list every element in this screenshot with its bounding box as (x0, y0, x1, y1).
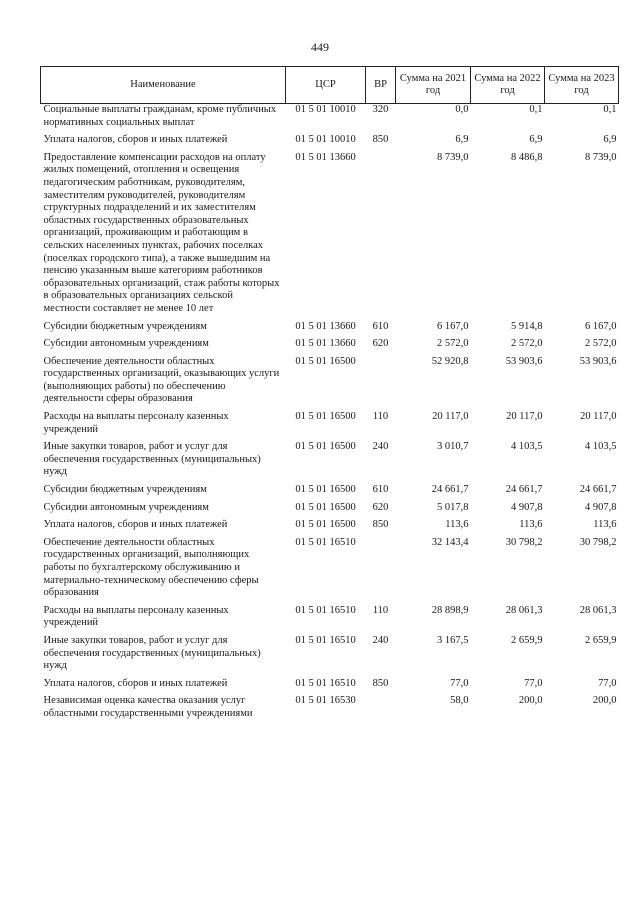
row-vr (366, 152, 396, 321)
row-csr: 01 5 01 16530 (295, 695, 356, 707)
row-sum-2022: 28 061,3 (505, 604, 543, 616)
row-name: Расходы на выплаты персоналу казенных учреждений (43, 411, 229, 435)
row-sum-2021: 3 010,7 (437, 441, 469, 453)
row-name: Уплата налогов, сборов и иных платежей (43, 134, 228, 146)
row-vr (366, 356, 396, 411)
row-sum-2023: 28 061,3 (579, 604, 617, 616)
row-name: Иные закупки товаров, работ и услуг для обеспечения государственных (муниципальных) нужд (43, 634, 261, 672)
table-row (41, 678, 619, 696)
row-name: Предоставление компенсации расходов на оплату жилых помещений, отопления и освещения педагогическим работникам, руководителям, заместителям руководителей, руководителям структурных подразделений и их заместителям областных государственных образовательных организаций, проживающим и работающим в сельских населенных пунктах, рабочих поселках (поселках городского типа), а также вышедшим на пенсию указанным выше категориям работников образовательных организаций, стаж работы которых в образовательных организациях сельской местности составляет не менее 10 лет (43, 151, 280, 314)
row-vr (366, 695, 396, 725)
budget-table (40, 66, 618, 726)
row-sum-2022: 8 486,8 (511, 151, 543, 163)
row-sum-2023: 2 572,0 (585, 338, 617, 350)
header-csr: ЦСР (286, 67, 366, 104)
row-sum-2021: 8 739,0 (437, 151, 469, 163)
row-sum-2022: 20 117,0 (506, 411, 543, 423)
row-sum-2023: 20 117,0 (580, 411, 617, 423)
table-row (41, 411, 619, 441)
row-sum-2021: 28 898,9 (431, 604, 469, 616)
table-row (41, 338, 619, 356)
header-sum-2022: Сумма на 2022 год (471, 67, 545, 104)
table-row (41, 441, 619, 484)
row-vr (366, 537, 396, 605)
row-sum-2022: 53 903,6 (505, 355, 543, 367)
table-header-row (41, 67, 619, 104)
row-sum-2023: 24 661,7 (579, 484, 617, 496)
row-sum-2021: 58,0 (450, 695, 469, 707)
table-row (41, 502, 619, 520)
row-sum-2022: 113,6 (519, 519, 543, 531)
header-name: Наименование (41, 67, 286, 104)
row-sum-2022: 77,0 (524, 677, 543, 689)
row-name: Социальные выплаты гражданам, кроме публичных нормативных социальных выплат (43, 104, 277, 128)
table-row (41, 104, 619, 135)
table-row (41, 519, 619, 537)
row-vr: 620 (372, 338, 389, 350)
row-sum-2021: 5 017,8 (437, 501, 469, 513)
row-name: Субсидии бюджетным учреждениям (43, 320, 207, 332)
row-name: Уплата налогов, сборов и иных платежей (43, 677, 228, 689)
table-row (41, 695, 619, 725)
row-csr: 01 5 01 13660 (295, 338, 356, 350)
row-csr: 01 5 01 16500 (295, 484, 356, 496)
row-csr: 01 5 01 16500 (295, 501, 356, 513)
row-sum-2023: 4 907,8 (585, 501, 617, 513)
row-name: Независимая оценка качества оказания услуг областными государственными учреждениями (43, 695, 253, 719)
row-sum-2021: 24 661,7 (431, 484, 469, 496)
row-csr: 01 5 01 16510 (295, 604, 356, 616)
row-csr: 01 5 01 10010 (295, 134, 356, 146)
row-csr: 01 5 01 13660 (295, 151, 356, 163)
row-sum-2023: 6,9 (603, 134, 617, 146)
table-row (41, 356, 619, 411)
row-vr: 240 (372, 441, 389, 453)
table-body (41, 104, 619, 726)
row-csr: 01 5 01 16510 (295, 536, 356, 548)
row-vr: 320 (372, 104, 389, 115)
row-sum-2022: 2 572,0 (511, 338, 543, 350)
row-vr: 850 (372, 519, 389, 531)
row-sum-2021: 32 143,4 (431, 536, 469, 548)
row-csr: 01 5 01 16510 (295, 677, 356, 689)
row-csr: 01 5 01 16510 (295, 634, 356, 646)
row-csr: 01 5 01 10010 (295, 104, 356, 115)
row-sum-2023: 8 739,0 (585, 151, 617, 163)
row-vr: 110 (372, 411, 389, 423)
table-row (41, 152, 619, 321)
row-name: Субсидии автономным учреждениям (43, 338, 209, 350)
row-vr: 850 (372, 134, 389, 146)
row-sum-2022: 0,1 (529, 104, 543, 115)
row-sum-2021: 113,6 (445, 519, 469, 531)
row-csr: 01 5 01 13660 (295, 320, 356, 332)
row-sum-2023: 30 798,2 (579, 536, 617, 548)
row-vr: 620 (372, 501, 389, 513)
row-sum-2021: 6 167,0 (437, 320, 469, 332)
row-sum-2023: 6 167,0 (585, 320, 617, 332)
row-csr: 01 5 01 16500 (295, 441, 356, 453)
row-sum-2022: 2 659,9 (511, 634, 543, 646)
row-sum-2021: 6,9 (455, 134, 469, 146)
row-name: Субсидии бюджетным учреждениям (43, 484, 207, 496)
table-row (41, 484, 619, 502)
row-sum-2022: 30 798,2 (505, 536, 543, 548)
row-name: Расходы на выплаты персоналу казенных учреждений (43, 604, 229, 629)
row-sum-2023: 0,1 (603, 104, 617, 115)
row-sum-2023: 2 659,9 (585, 634, 617, 646)
row-sum-2021: 3 167,5 (437, 634, 469, 646)
table-row (41, 537, 619, 605)
row-sum-2022: 200,0 (518, 695, 543, 707)
row-csr: 01 5 01 16500 (295, 519, 356, 531)
row-sum-2023: 113,6 (593, 519, 617, 531)
row-vr: 610 (372, 484, 389, 496)
row-sum-2021: 2 572,0 (437, 338, 469, 350)
row-sum-2022: 4 103,5 (511, 441, 543, 453)
row-name: Субсидии автономным учреждениям (43, 501, 209, 513)
row-sum-2022: 24 661,7 (505, 484, 543, 496)
row-vr: 610 (372, 320, 389, 332)
row-sum-2021: 52 920,8 (431, 355, 469, 367)
table-row (41, 134, 619, 152)
header-sum-2023: Сумма на 2023 год (545, 67, 619, 104)
row-sum-2023: 53 903,6 (579, 355, 617, 367)
row-sum-2023: 4 103,5 (585, 441, 617, 453)
row-csr: 01 5 01 16500 (295, 355, 356, 367)
row-vr: 850 (372, 677, 389, 689)
row-csr: 01 5 01 16500 (295, 411, 356, 423)
row-name: Обеспечение деятельности областных государственных организаций, оказывающих услуги (выполняющих работы) по обеспечению деятельности сферы образования (43, 355, 280, 405)
row-vr: 240 (372, 634, 389, 646)
row-sum-2021: 20 117,0 (432, 411, 469, 423)
row-sum-2021: 0,0 (455, 104, 469, 115)
page-number: 449 (311, 40, 329, 54)
header-vr: ВР (366, 67, 396, 104)
row-sum-2022: 6,9 (529, 134, 543, 146)
row-sum-2023: 200,0 (592, 695, 617, 707)
row-name: Уплата налогов, сборов и иных платежей (43, 519, 228, 531)
table-row (41, 321, 619, 339)
row-sum-2023: 77,0 (598, 677, 617, 689)
header-sum-2021: Сумма на 2021 год (396, 67, 471, 104)
row-sum-2022: 4 907,8 (511, 501, 543, 513)
row-name: Обеспечение деятельности областных государственных организаций, выполняющих работы по бухгалтерскому обслуживанию и материально-техническому обеспечению сферы образования (43, 536, 259, 599)
row-name: Иные закупки товаров, работ и услуг для обеспечения государственных (муниципальных) нужд (43, 441, 261, 478)
row-vr: 110 (372, 604, 389, 616)
row-sum-2021: 77,0 (450, 677, 469, 689)
table-row (41, 605, 619, 635)
table-row (41, 635, 619, 678)
row-sum-2022: 5 914,8 (511, 320, 543, 332)
